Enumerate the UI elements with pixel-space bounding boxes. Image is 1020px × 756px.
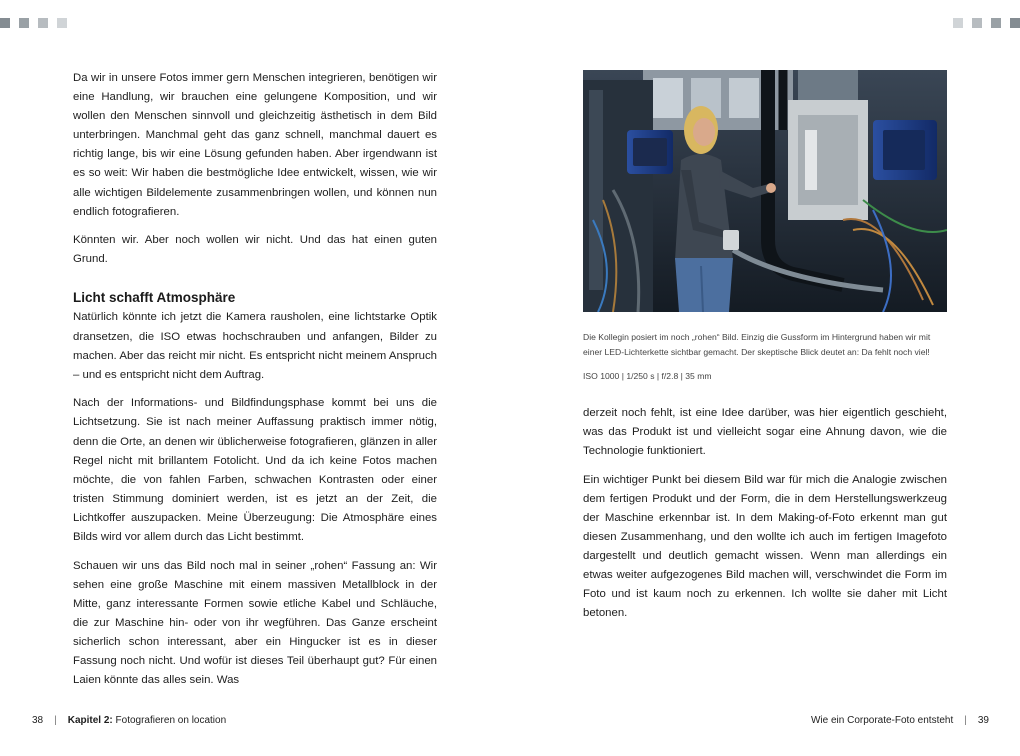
- corner-square: [991, 18, 1001, 28]
- right-page-body: [583, 404, 947, 633]
- right-footer: [811, 714, 989, 727]
- corner-square: [19, 18, 29, 28]
- chapter-label: Kapitel 2:: [67, 715, 113, 726]
- page-number: 39: [977, 715, 989, 726]
- paragraph: Da wir in unsere Fotos immer gern Menschen integrieren, benötigen wir eine Handlung, wir brauchen eine gelungene Komposition, und wir wollen den Menschen sinnvoll und gleichzeitig ästhetisch in dem Bild unterbringen. Manchmal geht das ganz schnell, manchmal dauert es richtig lange, bis wir eine Lösung gefunden haben. Aber irgendwann ist es so weit: Wir haben die bestmögliche Idee entwickelt, wissen, wie wir alle wichtigen Bildelemente zusammenbringen wollen, und können nun endlich fotografieren.: [73, 72, 437, 218]
- page-number: 38: [32, 715, 44, 726]
- corner-square: [57, 18, 67, 28]
- paragraph: Könnten wir. Aber noch wollen wir nicht. Und das hat einen guten Grund.: [73, 234, 437, 266]
- chapter-title: Fotografieren on location: [115, 715, 227, 726]
- left-page-body: [73, 69, 437, 700]
- caption-text: Die Kollegin posiert im noch „rohen“ Bild. Einzig die Gussform im Hintergrund haben wir mit einer LED-Lichterkette sichtbar gemacht. Der skeptische Blick deutet an: Da fehlt noch viel!: [583, 332, 931, 357]
- corner-square: [38, 18, 48, 28]
- corner-square: [0, 18, 10, 28]
- paragraph: Schauen wir uns das Bild noch mal in seiner „rohen“ Fassung an: Wir sehen eine große Maschine mit einem massiven Metallblock in der Mitte, ganz interessante Formen sowie etliche Kabel und Schläuche, die zur Maschine hin- oder von ihr wegführen. Das Ganze erscheint sicherlich schon interessant, aber ein Hingucker ist es in dieser Fassung noch nicht. Und wofür ist dieses Teil überhaupt gut? Für einen Laien könnte das alles sein. Was: [73, 559, 437, 687]
- corner-square: [972, 18, 982, 28]
- factory-photo: [583, 70, 947, 312]
- footer-separator: |: [54, 715, 57, 726]
- section-title: Wie ein Corporate-Foto entsteht: [810, 715, 954, 726]
- corner-square: [1010, 18, 1020, 28]
- paragraph: Nach der Informations- und Bildfindungsphase kommt bei uns die Lichtsetzung. Sie ist nach meiner Auffassung praktisch immer nötig, denn die Orte, an denen wir üblicherweise fotografieren, glänzen in aller Regel nicht mit brillantem Fotolicht. Und da ich keine Fotos machen möchte, die von fahlen Farben, schwachen Kontrasten oder einer tristen Stimmung dominiert werden, ist es jetzt an der Zeit, die Lichtkoffer auszupacken. Meine Überzeugung: Die Atmosphäre eines Bilds wird vor allem durch das Licht bestimmt.: [73, 397, 437, 543]
- paragraph: derzeit noch fehlt, ist eine Idee darüber, was hier eigentlich geschieht, was das Produkt ist und vielleicht sogar eine Ahnung davon, wie die Technologie funktioniert.: [583, 407, 947, 458]
- corner-square: [953, 18, 963, 28]
- footer-separator: |: [964, 715, 967, 726]
- photo-caption: [583, 330, 947, 359]
- left-footer: [32, 714, 226, 727]
- paragraph: Natürlich könnte ich jetzt die Kamera rausholen, eine lichtstarke Optik dransetzen, die ISO etwas hochschrauben und anfangen, Bilder zu machen. Aber das reicht mir nicht. Es entspricht nicht meinem Anspruch – und es entspricht nicht dem Auftrag.: [73, 311, 437, 381]
- exif-info: ISO 1000 | 1/250 s | f/2.8 | 35 mm: [583, 371, 712, 381]
- factory-photo-illustration: [583, 70, 947, 312]
- section-heading: Licht schafft Atmosphäre: [73, 290, 236, 306]
- paragraph: Ein wichtiger Punkt bei diesem Bild war für mich die Analogie zwischen dem fertigen Produkt und der Form, die in dem Herstellungswerkzeug der Maschine erkennbar ist. In dem Making-of-Foto erkennt man gut diesen Zusammenhang, und den wollte ich auch im fertigen Imagefoto dargestellt und deutlich gemacht wissen. Wenn man allerdings ein etwas weiter aufgezogenes Bild machen will, verschwindet die Form im Foto und ist kaum noch zu erkennen. Ich wollte sie daher mit Licht betonen.: [583, 473, 947, 620]
